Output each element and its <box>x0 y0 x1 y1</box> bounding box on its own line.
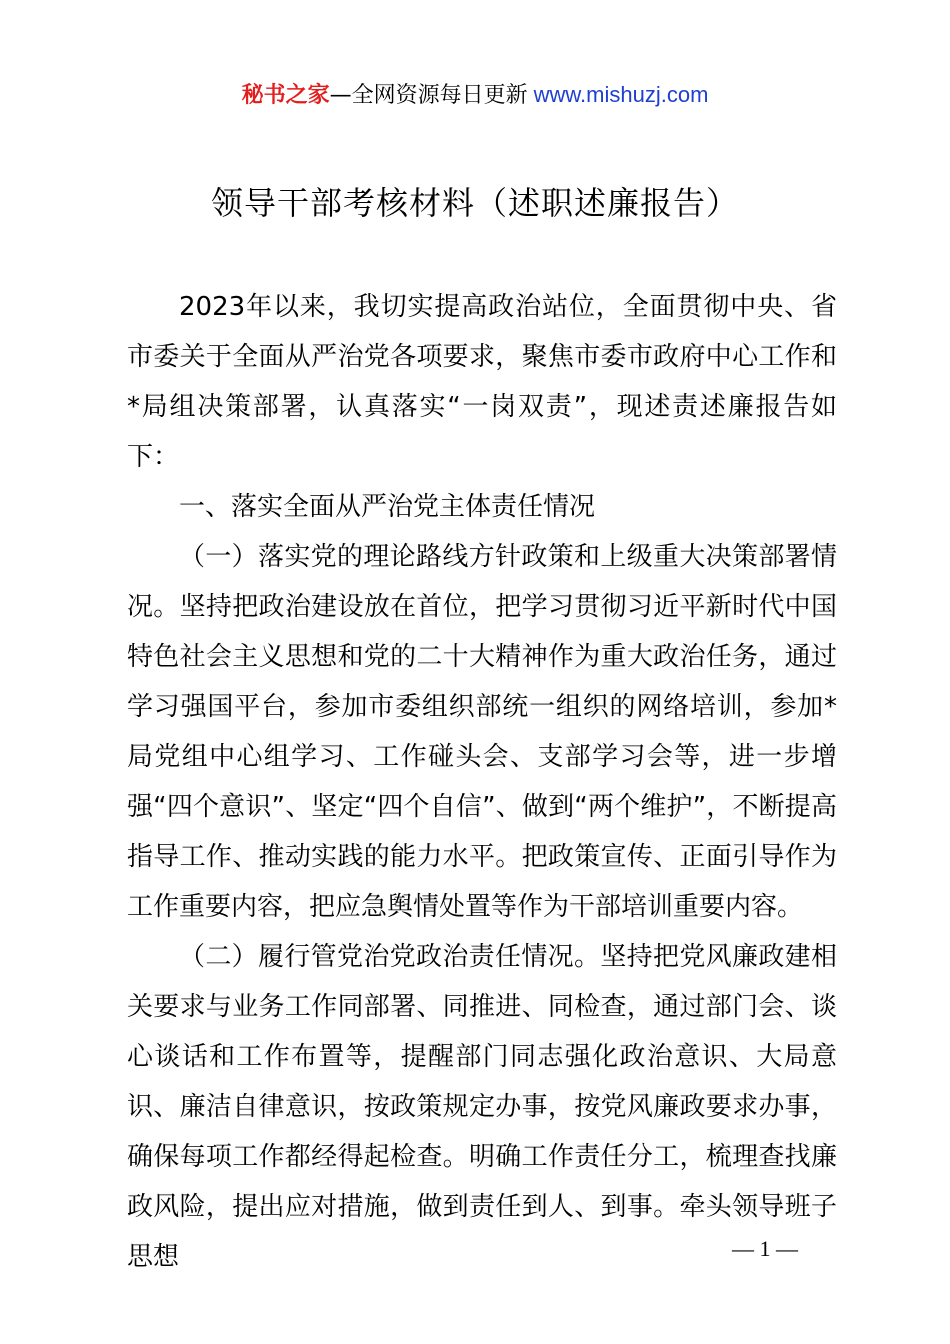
brand-name: 秘书之家 <box>241 83 330 108</box>
section-heading: 一、落实全面从严治党主体责任情况 <box>179 492 596 522</box>
body-paragraph: （二）履行管党治党政治责任情况。坚持把党风廉政建相关要求与业务工作同部署、同推进、同检查，通过部门会、谈心谈话和工作布置等，提醒部门同志强化政治意识、大局意识、廉洁自律意识，按政策规定办事，按党风廉政要求办事，确保每项工作都经得起检查。明确工作责任分工，梳理查找廉政风险，提出应对措施，做到责任到人、到事。牵头领导班子思想 <box>127 942 837 1272</box>
site-banner <box>0 78 950 113</box>
page-number: — 1 — <box>732 1236 798 1261</box>
banner-tagline: —全网资源每日更新 <box>329 83 528 108</box>
body-paragraph: （一）落实党的理论路线方针政策和上级重大决策部署情况。坚持把政治建设放在首位，把学习贯彻习近平新时代中国特色社会主义思想和党的二十大精神作为重大政治任务，通过学习强国平台，参加市委组织部统一组织的网络培训，参加*局党组中心组学习、工作碰头会、支部学习会等，进一步增强“四个意识”、坚定“四个自信”、做到“两个维护”，不断提高指导工作、推动实践的能力水平。把政策宣传、正面引导作为工作重要内容，把应急舆情处置等作为干部培训重要内容。 <box>127 542 837 922</box>
document-title: 领导干部考核材料（述职述廉报告） <box>210 184 739 222</box>
intro-paragraph: 2023年以来，我切实提高政治站位，全面贯彻中央、省市委关于全面从严治党各项要求，聚焦市委市政府中心工作和*局组决策部署，认真落实“一岗双责”，现述责述廉报告如下： <box>127 292 837 472</box>
website-link[interactable]: www.mishuzj.com <box>533 82 709 107</box>
document-body <box>127 282 837 1282</box>
